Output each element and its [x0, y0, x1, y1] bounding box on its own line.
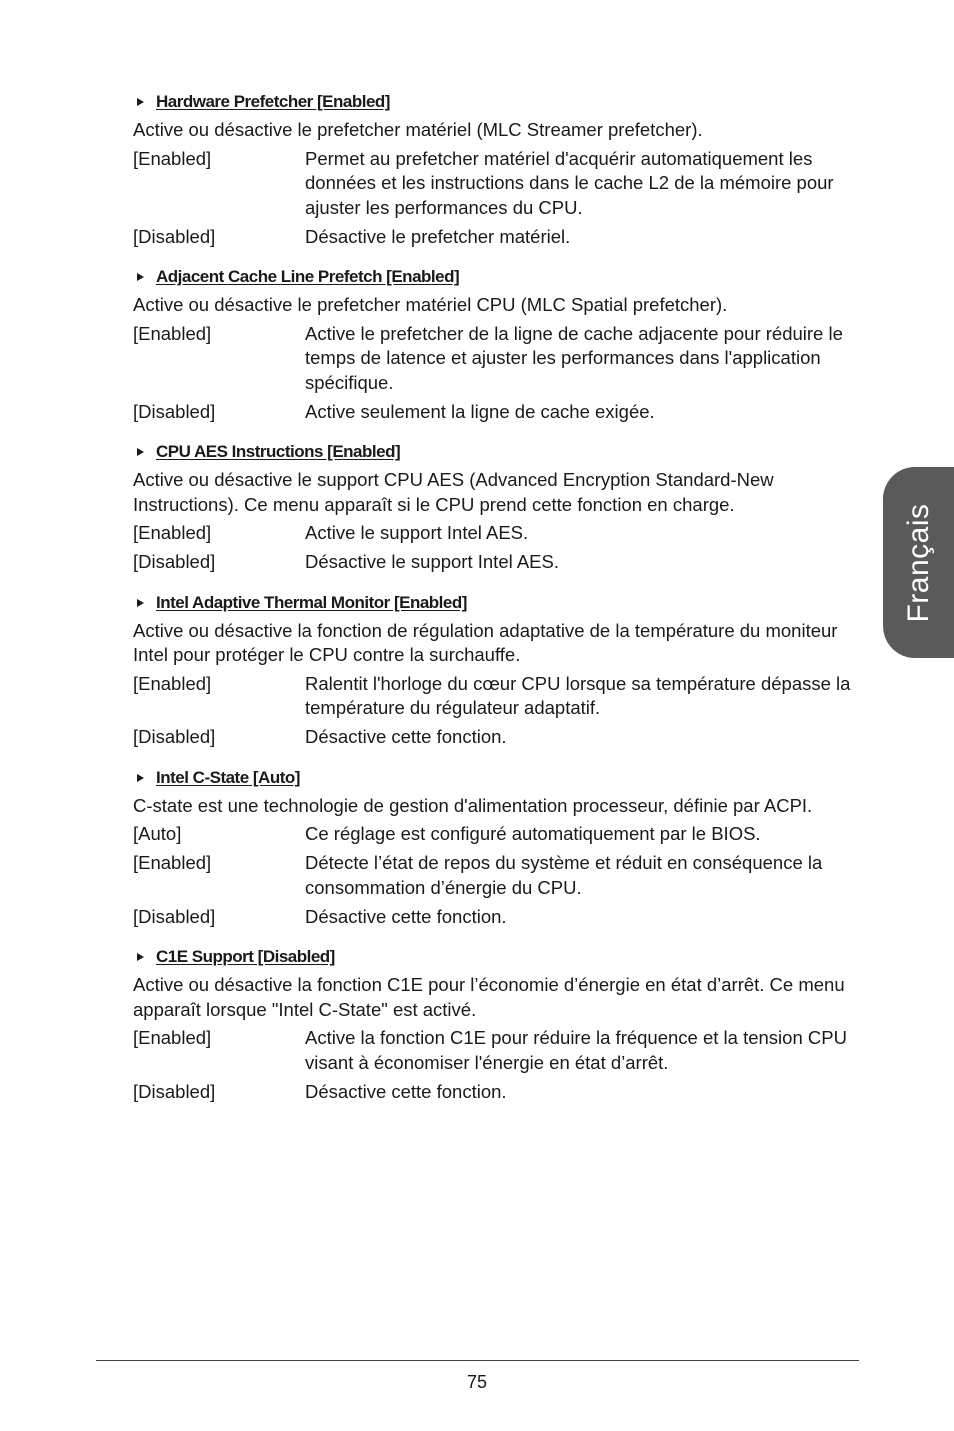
section-description: Active ou désactive la fonction C1E pour l’économie d’énergie en état d’arrêt. Ce menu apparaît lorsque "Intel C-State" est activé. [133, 974, 845, 1020]
option-key: [Disabled] [133, 225, 216, 247]
option-key: [Enabled] [133, 147, 212, 169]
option-key: [Enabled] [133, 1027, 212, 1048]
section-title-text: Adjacent Cache Line Prefetch [Enabled] [156, 267, 460, 286]
section-description: Active ou désactive le prefetcher matériel CPU (MLC Spatial prefetcher). [133, 294, 728, 315]
section-intel-adaptive-thermal-monitor [133, 591, 863, 750]
triangle-bullet-icon [137, 774, 144, 782]
option-row [133, 521, 863, 546]
language-tab-label: Français [901, 502, 935, 623]
section-description: Active ou désactive le prefetcher matériel (MLC Streamer prefetcher). [133, 119, 703, 140]
option-value: Désactive le prefetcher matériel. [305, 225, 571, 247]
option-value: Désactive le support Intel AES. [305, 551, 559, 572]
option-value: Désactive cette fonction. [305, 905, 507, 927]
option-value: Désactive cette fonction. [305, 726, 507, 747]
option-key: [Auto] [133, 823, 182, 844]
option-row [133, 550, 863, 575]
section-title-text: Hardware Prefetcher [Enabled] [156, 92, 390, 111]
section-title-text: Intel Adaptive Thermal Monitor [Enabled] [156, 592, 467, 612]
option-key: [Disabled] [133, 905, 216, 927]
option-value: Ralentit l'horloge du cœur CPU lorsque sa température dépasse la température du régulateur adaptatif. [305, 672, 851, 718]
section-title [133, 265, 863, 289]
triangle-bullet-icon [137, 273, 144, 281]
section-cpu-aes-instructions [133, 440, 863, 575]
option-row [133, 725, 863, 750]
option-row [133, 905, 863, 930]
manual-content [133, 90, 863, 1120]
triangle-bullet-icon [137, 599, 144, 607]
option-row [133, 851, 863, 900]
option-key: [Disabled] [133, 1080, 216, 1102]
page-number: 75 [466, 1372, 488, 1392]
option-row [133, 400, 863, 425]
option-value: Active le support Intel AES. [305, 522, 529, 543]
section-description: C-state est une technologie de gestion d'alimentation processeur, définie par ACPI. [133, 794, 813, 816]
option-row [133, 147, 863, 221]
option-key: [Enabled] [133, 522, 212, 543]
section-title [133, 766, 863, 790]
option-key: [Enabled] [133, 852, 212, 873]
triangle-bullet-icon [137, 98, 144, 106]
option-value: Ce réglage est configuré automatiquement par le BIOS. [305, 823, 761, 844]
section-description: Active ou désactive la fonction de régulation adaptative de la température du moniteur Intel pour protéger le CPU contre la surchauffe. [133, 619, 838, 665]
language-side-tab [883, 467, 954, 658]
option-row [133, 322, 863, 396]
section-hardware-prefetcher [133, 90, 863, 249]
section-title [133, 90, 863, 114]
option-row [133, 1080, 863, 1105]
option-value: Active seulement la ligne de cache exigée. [305, 400, 655, 422]
triangle-bullet-icon [137, 953, 144, 961]
option-key: [Disabled] [133, 400, 216, 422]
option-value: Détecte l’état de repos du système et réduit en conséquence la consommation d’énergie du CPU. [305, 852, 823, 898]
section-title-text: Intel C-State [Auto] [156, 767, 300, 787]
option-row [133, 1026, 863, 1075]
option-value: Active le prefetcher de la ligne de cache adjacente pour réduire le temps de latence et ajuster les performances dans l'application spécifique. [305, 322, 843, 393]
option-row [133, 225, 863, 250]
section-c1e-support [133, 945, 863, 1104]
option-value: Désactive cette fonction. [305, 1080, 507, 1102]
section-intel-c-state [133, 766, 863, 930]
section-title-text: C1E Support [Disabled] [156, 947, 335, 966]
section-title [133, 591, 863, 615]
section-adjacent-cache-line-prefetch [133, 265, 863, 424]
option-value: Permet au prefetcher matériel d'acquérir automatiquement les données et les instructions dans le cache L2 de la mémoire pour ajuster les performances du CPU. [305, 147, 834, 218]
section-title [133, 945, 863, 969]
option-value: Active la fonction C1E pour réduire la fréquence et la tension CPU visant à économiser l'énergie en état d’arrêt. [305, 1027, 847, 1073]
option-key: [Disabled] [133, 551, 216, 572]
option-key: [Enabled] [133, 322, 212, 344]
option-row [133, 822, 863, 847]
section-title-text: CPU AES Instructions [Enabled] [156, 442, 401, 461]
option-row [133, 672, 863, 721]
triangle-bullet-icon [137, 448, 144, 456]
section-title [133, 440, 863, 464]
option-key: [Enabled] [133, 672, 212, 694]
footer-divider [96, 1360, 859, 1361]
section-description: Active ou désactive le support CPU AES (Advanced Encryption Standard-New Instructions). Ce menu apparaît si le CPU prend cette fonction en charge. [133, 469, 774, 515]
option-key: [Disabled] [133, 726, 216, 747]
